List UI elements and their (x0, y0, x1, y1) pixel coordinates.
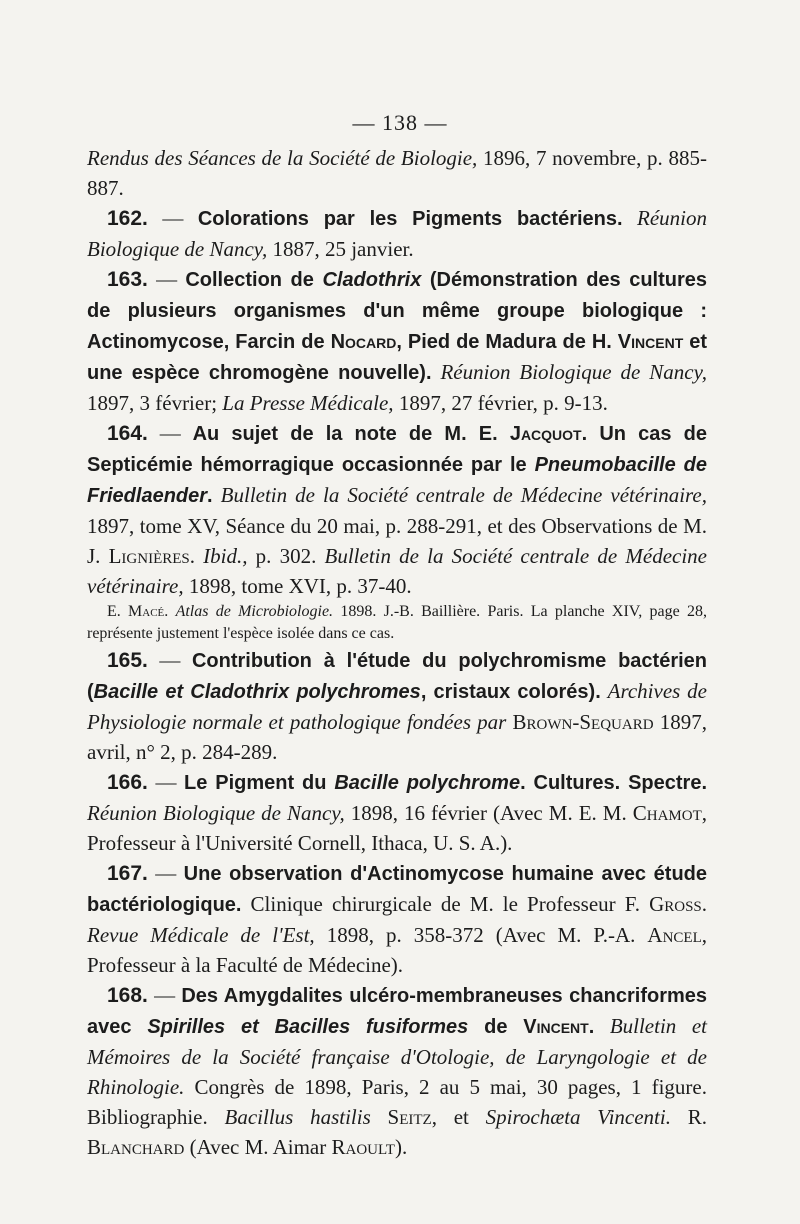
entry-167: 167. — Une observation d'Actinomycose humaine avec étude bactériologique. Clinique chirurgicale de M. le Professeur F. Gross. Revue Médicale de l'Est, 1898, p. 358-372 (Avec M. P.-A. Ancel, Professeur à la Faculté de Médecine). (87, 861, 708, 977)
entry-162: 162. — Colorations par les Pigments bactériens. Réunion Biologique de Nancy, 1887, 25 janvier. (87, 206, 708, 261)
footnote: E. Macé. Atlas de Microbiologie. 1898. J.-B. Baillière. Paris. La planche XIV, page 28, représente justement l'espèce isolée dans ce cas. (87, 603, 708, 642)
entry-165: 165. — Contribution à l'étude du polychromisme bactérien (Bacille et Cladothrix polychromes, cristaux colorés). Archives de Physiologie normale et pathologique fondées par Brown-Sequard 1897, avril, n° 2, p. 284-289. (87, 648, 708, 764)
entry-title: Au sujet de la note de M. E. Jacquot. Un cas de Septicémie hémorragique occasionnée par le Pneumobacille de Friedlaender. (87, 423, 708, 507)
entry-title: Des Amygdalites ulcéro-membraneuses chancriformes avec Spirilles et Bacilles fusiformes de Vincent. (87, 985, 708, 1038)
entry-title: Collection de Cladothrix (Démonstration des cultures de plusieurs organismes d'un même groupe biologique : Actinomycose, Farcin de Nocard, Pied de Madura de H. Vincent et une espèce chromogène nouvelle). (87, 269, 708, 384)
entry-title: Colorations par les Pigments bactériens. (197, 208, 623, 230)
page-number: — 138 — (352, 110, 448, 135)
entry-title: Contribution à l'étude du polychromisme bactérien (Bacille et Cladothrix polychromes, cristaux colorés). (87, 650, 708, 703)
entry-title: Une observation d'Actinomycose humaine avec étude bactériologique. (87, 863, 708, 916)
entry-168: 168. — Des Amygdalites ulcéro-membraneuses chancriformes avec Spirilles et Bacilles fusiformes de Vincent. Bulletin et Mémoires de la Société française d'Otologie, de Laryngologie et de Rhinologie. Congrès de 1898, Paris, 2 au 5 mai, 30 pages, 1 figure. Bibliographie. Bacillus hastilis Seitz, et Spirochæta Vincenti. R. Blanchard (Avec M. Aimar Raoult). (87, 983, 708, 1159)
entry-title: Le Pigment du Bacille polychrome. Cultures. Spectre. (184, 772, 708, 794)
entry-164: 164. — Au sujet de la note de M. E. Jacquot. Un cas de Septicémie hémorragique occasionnée par le Pneumobacille de Friedlaender. Bulletin de la Société centrale de Médecine vétérinaire, 1897, tome XV, Séance du 20 mai, p. 288-291, et des Observations de M. J. Lignières. Ibid., p. 302. Bulletin de la Société centrale de Médecine vétérinaire, 1898, tome XVI, p. 37-40. (87, 421, 708, 598)
entry-166: 166. — Le Pigment du Bacille polychrome. Cultures. Spectre. Réunion Biologique de Nancy, 1898, 16 février (Avec M. E. M. Chamot, Professeur à l'Université Cornell, Ithaca, U. S. A.). (87, 770, 708, 855)
continuation-text: Rendus des Séances de la Société de Biologie, 1896, 7 novembre, p. 885-887. (87, 146, 707, 200)
entry-163: 163. — Collection de Cladothrix (Démonstration des cultures de plusieurs organismes d'un même groupe biologique : Actinomycose, Farcin de Nocard, Pied de Madura de H. Vincent et une espèce chromogène nouvelle). Réunion Biologique de Nancy, 1897, 3 février; La Presse Médicale, 1897, 27 février, p. 9-13. (87, 267, 708, 415)
bibliography-list (87, 143, 707, 1162)
